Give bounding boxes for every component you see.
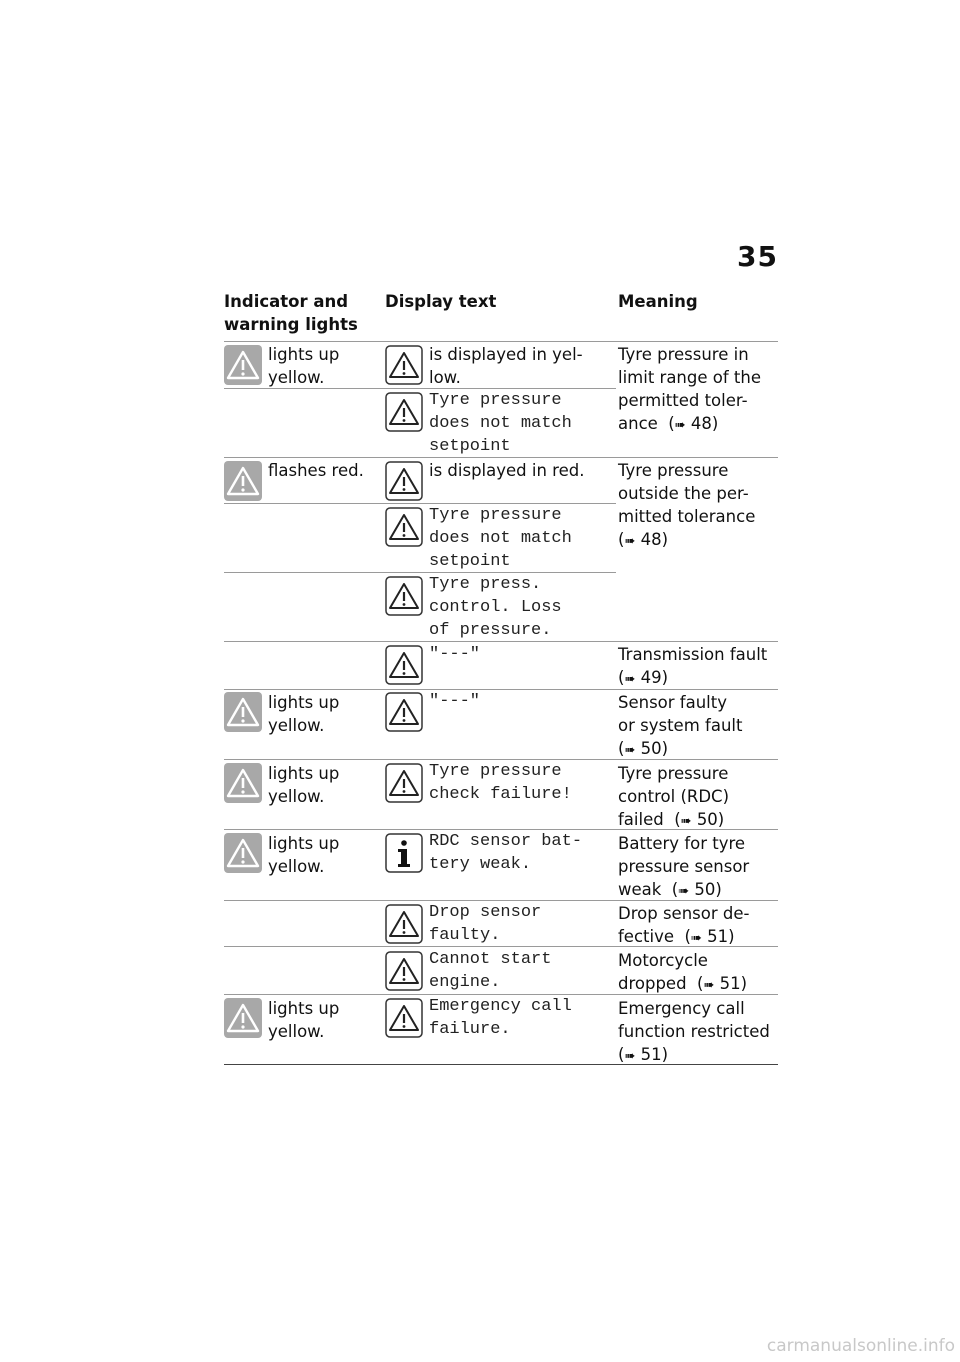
warning-indicator-icon <box>224 461 262 501</box>
warning-triangle-icon <box>385 507 423 547</box>
table-rule <box>224 341 778 342</box>
warning-triangle-icon <box>385 576 423 616</box>
indicator-text: lights up yellow. <box>268 345 340 387</box>
page-reference[interactable]: 51) <box>707 927 735 946</box>
display-text: is displayed in red. <box>429 461 585 480</box>
footer-watermark: carmanualsonline.info <box>766 1336 955 1356</box>
display-message: Cannot start engine. <box>429 950 552 992</box>
warning-indicator-icon <box>224 833 262 873</box>
arrow-icon: ➠ <box>678 884 690 899</box>
warning-triangle-icon <box>385 998 423 1038</box>
arrow-icon: ➠ <box>703 978 715 993</box>
meaning-text: Tyre pressure outside the per- mitted tolerance (➠ 48) <box>618 461 756 549</box>
warning-triangle-icon <box>385 345 423 385</box>
indicator-text: lights up yellow. <box>268 693 340 735</box>
meaning-text: Tyre pressure control (RDC) failed (➠ 50) <box>618 764 730 829</box>
arrow-icon: ➠ <box>674 418 686 433</box>
warning-triangle-icon <box>385 904 423 944</box>
page-reference[interactable]: 49) <box>640 668 669 687</box>
warning-triangle-icon <box>385 461 423 501</box>
indicator-text: lights up yellow. <box>268 999 340 1041</box>
header-display-text: Display text <box>385 292 497 311</box>
warning-triangle-icon <box>385 692 423 732</box>
display-message: Tyre pressure does not match setpoint <box>429 391 572 456</box>
arrow-icon: ➠ <box>624 534 636 549</box>
page-reference[interactable]: 51) <box>640 1045 669 1064</box>
info-icon <box>385 833 423 873</box>
display-message: Tyre pressure check failure! <box>429 762 572 804</box>
arrow-icon: ➠ <box>690 931 702 946</box>
meaning-text: Transmission fault (➠ 49) <box>618 645 768 687</box>
indicator-text: flashes red. <box>268 461 364 480</box>
warning-triangle-icon <box>385 645 423 685</box>
page-reference[interactable]: 51) <box>719 974 748 993</box>
page-reference[interactable]: 50) <box>694 880 722 899</box>
display-message: RDC sensor bat- tery weak. <box>429 832 583 874</box>
meaning-text: Emergency call function restricted (➠ 51) <box>618 999 770 1064</box>
display-message: Drop sensor faulty. <box>429 903 542 945</box>
display-message: Emergency call failure. <box>429 997 572 1039</box>
meaning-text: Motorcycle dropped (➠ 51) <box>618 951 748 993</box>
page-reference[interactable]: 50) <box>640 739 669 758</box>
warning-indicator-icon <box>224 998 262 1038</box>
meaning-text: Drop sensor de- fective (➠ 51) <box>618 904 750 946</box>
warning-indicator-icon <box>224 345 262 385</box>
display-message: "---" <box>429 645 481 664</box>
arrow-icon: ➠ <box>680 814 692 829</box>
display-message: Tyre pressure does not match setpoint <box>429 506 572 571</box>
page-number: 35 <box>737 240 778 273</box>
arrow-icon: ➠ <box>624 672 636 687</box>
meaning-text: Tyre pressure in limit range of the permitted toler- ance (➠ 48) <box>618 345 761 433</box>
indicator-text: lights up yellow. <box>268 834 340 876</box>
header-meaning: Meaning <box>618 292 698 311</box>
arrow-icon: ➠ <box>624 1049 636 1064</box>
meaning-text: Battery for tyre pressure sensor weak (➠ 50) <box>618 834 750 899</box>
warning-indicator-icon <box>224 763 262 803</box>
warning-triangle-icon <box>385 951 423 991</box>
warning-triangle-icon <box>385 392 423 432</box>
page-reference[interactable]: 48) <box>640 530 669 549</box>
indicator-text: lights up yellow. <box>268 764 340 806</box>
meaning-text: Sensor faulty or system fault (➠ 50) <box>618 693 743 758</box>
arrow-icon: ➠ <box>624 743 636 758</box>
display-message: Tyre press. control. Loss of pressure. <box>429 575 562 640</box>
display-text: is displayed in yel- low. <box>429 345 583 387</box>
page-reference[interactable]: 50) <box>696 810 725 829</box>
warning-indicator-icon <box>224 692 262 732</box>
page-reference[interactable]: 48) <box>690 414 719 433</box>
display-message: "---" <box>429 692 481 711</box>
warning-triangle-icon <box>385 763 423 803</box>
header-indicator-lights: Indicator and warning lights <box>224 292 358 334</box>
